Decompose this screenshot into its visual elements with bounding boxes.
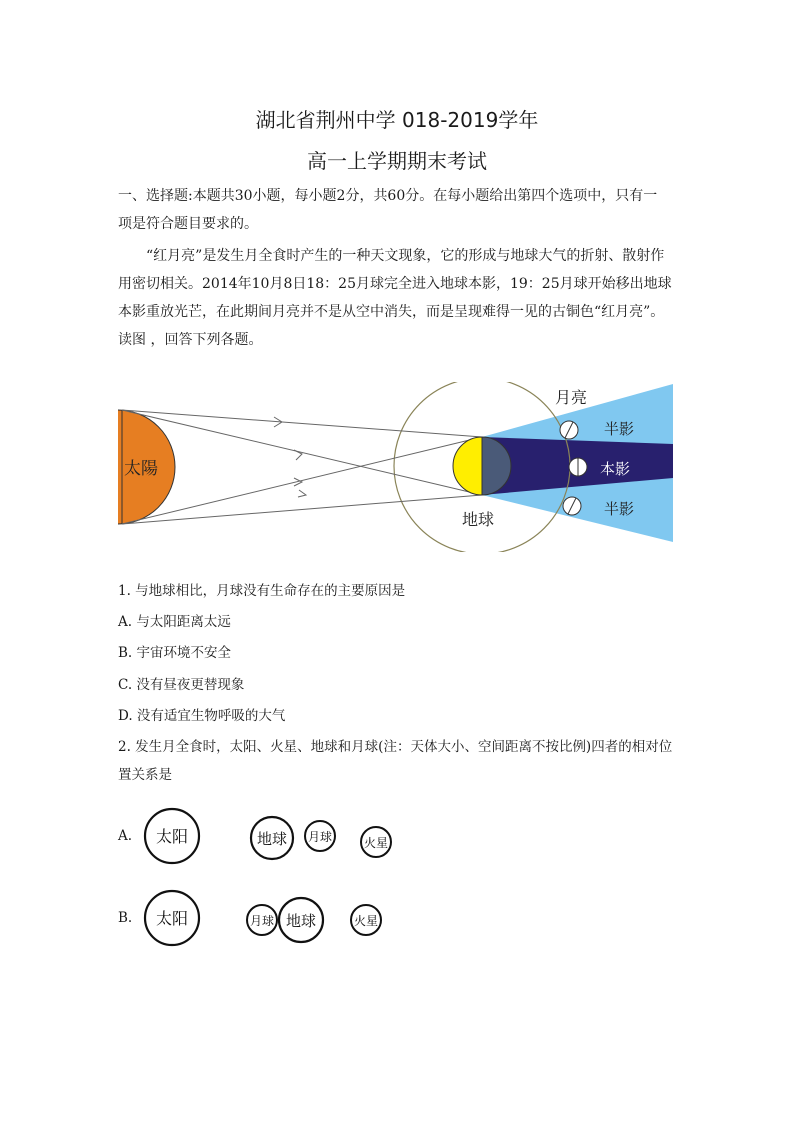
question-2-stem: 2. 发生月全食时，太阳、火星、地球和月球(注：天体大小、空间距离不按比例)四者的相对位置关系是 <box>118 739 673 783</box>
eclipse-diagram <box>118 382 678 552</box>
question-2-option-b-figure <box>140 882 410 954</box>
svg-text:火星: 火星 <box>363 836 389 850</box>
svg-text:地球: 地球 <box>256 830 288 848</box>
passage: “红月亮”是发生月全食时产生的一种天文现象，它的形成与地球大气的折射、散射作用密切相关。2014年10月8日18：25月球完全进入地球本影，19：25月球开始移出地球本影重放光芒，在此期间月亮并不是从空中消失，而是呈现难得一见的古铜色“红月亮”。读图 ，回答下列各题。 <box>118 248 672 348</box>
option-a-mars <box>361 827 391 857</box>
svg-text:太阳: 太阳 <box>155 827 189 846</box>
penumbra-top-label: 半影 <box>604 420 635 438</box>
exam-title: 湖北省荆州中学 018-2019学年 <box>255 108 539 132</box>
earth-day-side <box>453 437 482 495</box>
section-intro <box>118 182 678 238</box>
option-b-earth <box>279 898 323 942</box>
question-1-option-d: D. 没有适宜生物呼吸的大气 <box>118 708 286 724</box>
svg-text:月球: 月球 <box>307 830 333 844</box>
svg-text:火星: 火星 <box>353 914 379 928</box>
moon-top <box>560 421 578 439</box>
svg-text:地球: 地球 <box>285 912 317 930</box>
option-a-moon <box>305 821 335 851</box>
moon-bottom <box>563 497 581 515</box>
question-1-option-b: B. 宇宙环境不安全 <box>118 645 232 661</box>
option-a-earth <box>251 817 293 859</box>
question-2-option-a-figure <box>140 800 410 872</box>
option-b-sun <box>145 891 199 945</box>
exam-subtitle: 高一上学期期末考试 <box>307 149 487 173</box>
sun-label: 太陽 <box>124 459 158 479</box>
question-1-stem: 1. 与地球相比，月球没有生命存在的主要原因是 <box>118 583 406 599</box>
question-1-option-c: C. 没有昼夜更替现象 <box>118 677 245 693</box>
svg-text:太阳: 太阳 <box>155 909 189 928</box>
svg-text:月球: 月球 <box>249 914 275 928</box>
option-b-mars <box>351 905 381 935</box>
earth-label: 地球 <box>462 510 495 529</box>
sun-rays <box>122 410 482 524</box>
question-2-option-b-letter: B. <box>118 910 133 926</box>
section-intro-line2: 项是符合题目要求的。 <box>118 216 258 232</box>
moon-middle <box>569 458 587 476</box>
section-intro-line1: 一、选择题:本题共30小题，每小题2分，共60分。在每小题给出第四个选项中，只有一 <box>118 188 658 204</box>
question-1-option-a: A. 与太阳距离太远 <box>118 614 231 630</box>
penumbra-bottom-label: 半影 <box>604 500 635 518</box>
ray-arrows <box>274 417 306 497</box>
option-b-moon <box>247 905 277 935</box>
question-2-option-a-letter: A. <box>118 828 133 844</box>
moon-label: 月亮 <box>555 388 588 407</box>
umbra-label: 本影 <box>600 460 631 478</box>
option-a-sun <box>145 809 199 863</box>
